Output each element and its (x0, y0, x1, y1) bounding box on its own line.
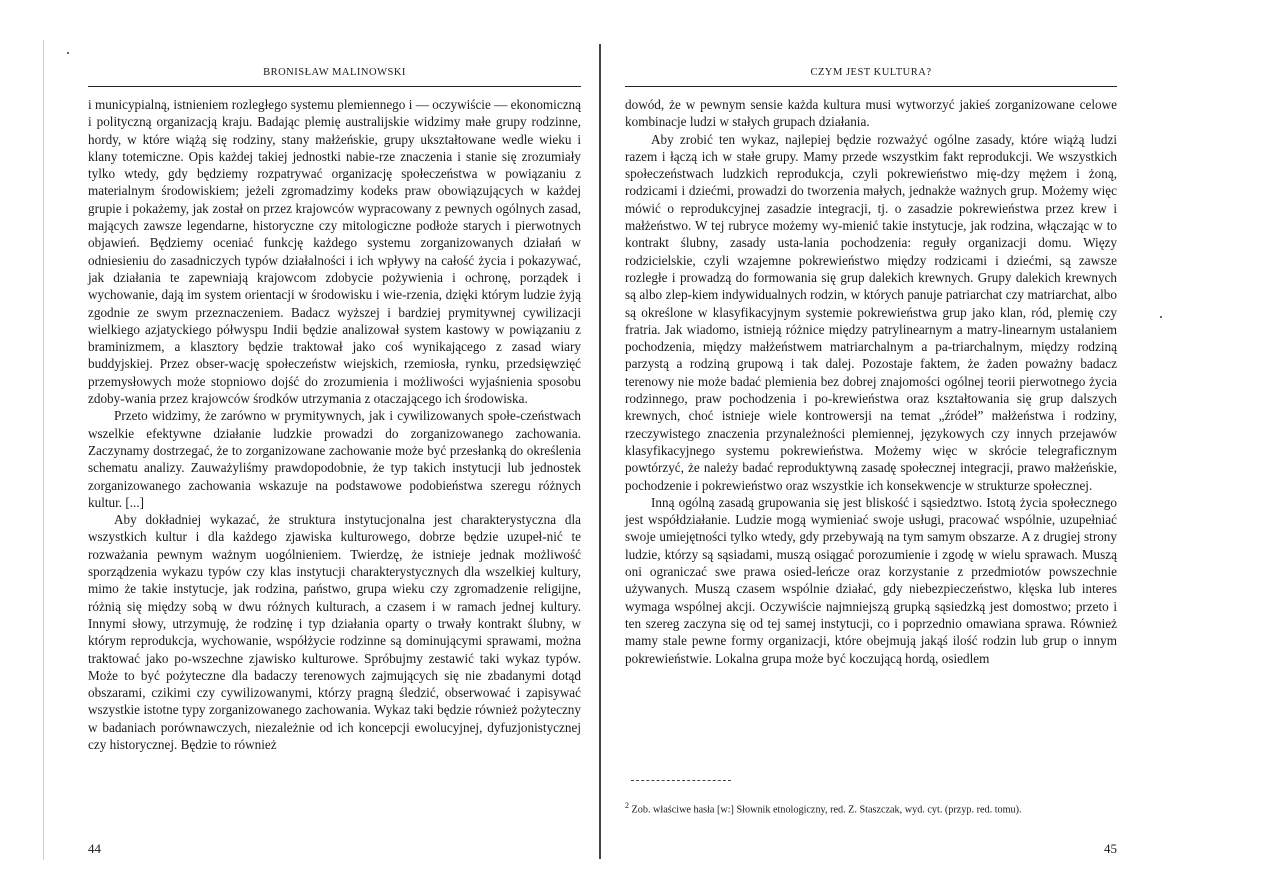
paragraph: Aby zrobić ten wykaz, najlepiej będzie rozważyć ogólne zasady, które wiążą ludzi razem i łączą ich w stałe grupy. Mamy przede wszystkim fakt reprodukcji. We wszystkich społeczeństwach ludzkich reprodukcja, czyli pokrewieństwo mię-dzy mężem i żoną, rodzicami i dziećmi, prowadzi do tworzenia małych, jednakże ważnych grup. Możemy więc mówić o reprodukcyjnej zasadzie integracji, tj. o zasadzie pokrewieństwa przez krew i małżeństwo. W tej rubryce możemy wy-mienić takie instytucje, jak rodzina, włączając w to kontrakt ślubny, zasady usta-lania pochodzenia: reguły organizacji domu. Więzy rodzicielskie, czyli wzajemne pokrewieństwo między rodzicami i dziećmi, są zawsze rozległe i prowadzą do formowania się grup dalekich krewnych. Grupy dalekich krewnych są albo zlep-kiem indywidualnych rodzin, w których panuje patriarchat czy matriarchat, albo są określone w klasyfikacyjnym systemie pokrewieństwa grup jako klan, ród, plemię czy fratria. Jak wiadomo, istnieją różnice między patrylinearnym a matry-linearnym ustalaniem pochodzenia, między małżeństwem matriarchalnym a pa-triarchalnym, między rodziną parzystą a rodziną grupową i tak dalej. Pozostaje faktem, że żaden poważny badacz terenowy nie może badać plemienia bez dobrej znajomości ogólnej teorii pierwotnego życia rodzinnego, praw pochodzenia i po-krewieństwa oraz kształtowania się grup dalszych krewnych, choć istnieje wiele kontrowersji na temat „źródeł” małżeństwa i rodziny, rzeczywistego znaczenia przynależności plemiennej, językowych czy innych przejawów klasyfikacyjnego systemu pokrewieństwa. Możemy więc w skrócie telegraficznym powtórzyć, że należy badać reproduktywną zasadę społecznej integracji, prawo małżeńskie, pochodzenie i pokrewieństwo oraz wszystkie ich konsekwencje w strukturze społecznej. (625, 131, 1117, 493)
page-edge-shadow (43, 40, 44, 860)
scan-speck (1160, 316, 1162, 318)
right-page (625, 0, 1117, 893)
scan-speck (67, 52, 69, 54)
paragraph: i municypialną, istnieniem rozległego systemu plemiennego i — oczywiście — ekonomiczną i polityczną organizacją kraju. Badając plemię australijskie widzimy małe grupy rodzinne, hordy, w które wiążą się rodziny, stany małżeńskie, grupy ukształtowane wedle wieku i klany totemiczne. Opis każdej takiej jednostki nabie-rze znaczenia i stanie się zrozumiały tylko wtedy, gdy będziemy rozpatrywać organizację społeczeństwa w powiązaniu z materialnym środowiskiem; jeżeli zgromadzimy kodeks praw obowiązujących w każdej grupie i pokażemy, jak został on przez krajowców wypracowany z pewnych ogólnych zasad, mających zawsze legendarne, historyczne czy mitologiczne podłoże starych i pierwotnych objawień. Będziemy oceniać funkcję każdego systemu zorganizowanych działań w odniesieniu do zasadniczych typów działalności i ich wpływy na całość życia i pokazywać, jak działania te zapewniają krajowcom zdobycie pożywienia i ochronę, porządek i wychowanie, dają im system orientacji w środowisku i wie-rzenia, dzięki którym ludzie żyją zgodnie ze swym przeznaczeniem. Badacz wyższej i bardziej prymitywnej cywilizacji wielkiego azjatyckiego półwyspu Indii będzie analizował system kastowy w powiązaniu z braminizmem, a klasztory będzie traktował jako coś wynikającego z zasad wiary buddyjskiej. Przez obser-wację społeczeństw wiejskich, rzemiosła, rynku, przedsięwzięć przemysłowych może stopniowo dojść do zrozumienia i możliwości wyjaśnienia sposobu zdoby-wania przez krajowców środków utrzymania z otaczającego ich środowiska. (88, 97, 581, 407)
footnote (625, 799, 1117, 816)
running-head-author: BRONISŁAW MALINOWSKI (263, 67, 406, 78)
footnote-separator (631, 780, 731, 781)
running-head-title: CZYM JEST KULTURA? (810, 67, 932, 78)
gutter-line (599, 44, 601, 859)
left-page (88, 0, 581, 893)
right-page-body (625, 96, 1117, 667)
page-number: 45 (1104, 841, 1117, 856)
page-number: 44 (88, 841, 101, 856)
footnote-marker: 2 (625, 801, 629, 810)
paragraph: Aby dokładniej wykazać, że struktura instytucjonalna jest charakterystyczna dla wszystkich kultur i dla każdego zjawiska kulturowego, dobrze będzie uzupeł-nić te rozważania pewnym ważnym uogólnieniem. Twierdzę, że istnieje jednak możliwość sporządzenia wykazu typów czy klas instytucji charakterystycznych dla wszelkiej kultury, mimo że takie instytucje, jak rodzina, państwo, grupa wieku czy zgromadzenie religijne, różnią się między sobą w dwu różnych kulturach, a czasem i w ramach jednej kultury. Innymi słowy, utrzymuję, że rodzinę i typ działania oparty o trwały kontrakt ślubny, w którym reprodukcja, wychowanie, współżycie rodzinne są dominującymi sprawami, można traktować jako po-wszechne zjawisko kulturowe. Spróbujmy zestawić taki wykaz typów. Może to być pożyteczne dla badaczy terenowych zajmujących się nie zbadanymi dotąd obszarami, czikimi czy cywilizowanymi, którzy pragną śledzić, obserwować i zapisywać wszystkie istotne typy zorganizowanego zachowania. Wykaz taki będzie również pożyteczny w badaniach porównawczych, niezależnie od ich koncepcji ewolucyjnej, dyfuzjonistycznej czy historycznej. Będzie to również (88, 512, 581, 752)
paragraph: dowód, że w pewnym sensie każda kultura musi wytworzyć jakieś zorganizowane celowe kombinacje ludzi w stałych grupach działania. (625, 97, 1117, 130)
footnote-text: Zob. właściwe hasła [w:] Słownik etnologiczny, red. Z. Staszczak, wyd. cyt. (przyp. red. tomu). (631, 804, 1022, 816)
paragraph: Inną ogólną zasadą grupowania się jest bliskość i sąsiedztwo. Istotą życia społecznego jest współdziałanie. Ludzie mogą wymieniać swoje usługi, pracować wspólnie, uzupełniać swoje umiejętności tylko wtedy, gdy przebywają na tym samym obszarze. A z drugiej strony ludzie, którzy są sąsiadami, muszą osiągać porozumienie i zgodę w wielu sprawach. Muszą oni ograniczać swe prawa osied-leńcze oraz korzystanie z przedmiotów powszechnie używanych. Muszą czasem wspólnie działać, gdy niebezpieczeństwo, klęska lub interes wymaga wspólnej akcji. Oczywiście najmniejszą grupką sąsiedzką jest domostwo; przeto i ten szereg zaczyna się od tej samej instytucji, co i poprzednio omawiana sprawa. Również mamy stale pewne formy organizacji, które obejmują jakąś ilość rodzin lub grup o innym pokrewieństwie. Lokalna grupa może być koczującą hordą, osiedlem (625, 494, 1117, 666)
left-page-body (88, 96, 581, 753)
header-rule (88, 86, 581, 87)
header-rule (625, 86, 1117, 87)
paragraph: Przeto widzimy, że zarówno w prymitywnych, jak i cywilizowanych społe-czeństwach wszelkie efektywne działanie ludzkie prowadzi do zorganizowanego zachowania. Zaczynamy dostrzegać, że to zorganizowane zachowanie może być przesłanką do określenia schematu analizy. Zauważyliśmy prawdopodobnie, że typ takich instytucji lub jednostek zorganizowanego zachowania wskazuje na podstawowe podobieństwa szeregu różnych kultur. [...] (88, 408, 581, 510)
